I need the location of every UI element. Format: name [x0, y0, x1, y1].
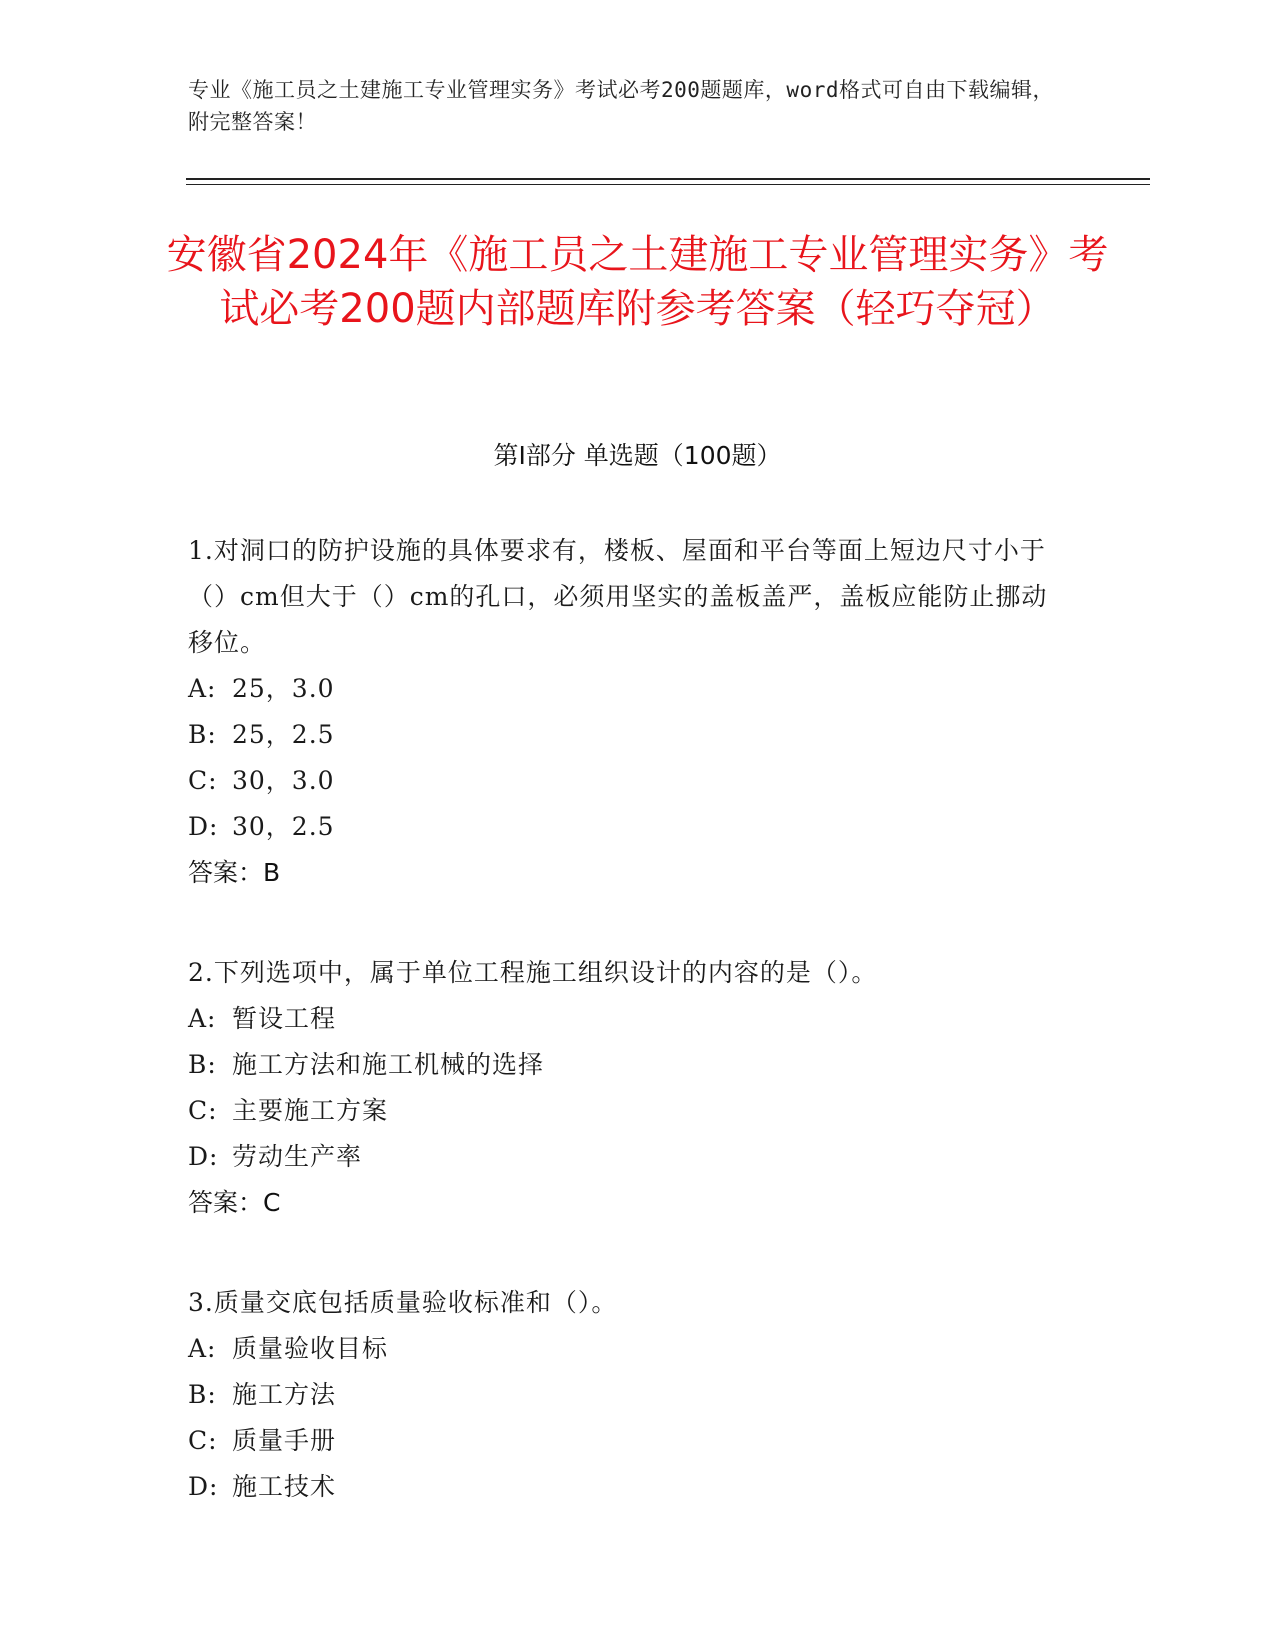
option-a: [188, 996, 1068, 1042]
option-text: 25，3.0: [232, 674, 335, 703]
question-2: [188, 950, 1068, 1226]
question-list: [188, 528, 1068, 1564]
answer-line: 答案：C: [188, 1188, 281, 1217]
option-text: 25，2.5: [232, 720, 335, 749]
option-text: 30，2.5: [232, 812, 335, 841]
option-a: [188, 1326, 1068, 1372]
option-text: 劳动生产率: [232, 1142, 363, 1171]
option-b: [188, 712, 1068, 758]
option-d: [188, 1134, 1068, 1180]
question-stem: 1.对洞口的防护设施的具体要求有，楼板、屋面和平台等面上短边尺寸小于（）cm但大于（）cm的孔口，必须用坚实的盖板盖严，盖板应能防止挪动移位。: [188, 536, 1048, 657]
option-key: C:: [188, 1096, 218, 1125]
question-stem: 2.下列选项中，属于单位工程施工组织设计的内容的是（）。: [188, 958, 878, 987]
header-divider-thick: [186, 178, 1150, 180]
option-key: C:: [188, 1426, 218, 1455]
option-a: [188, 666, 1068, 712]
option-key: D:: [188, 1472, 219, 1501]
header-note: 专业《施工员之土建施工专业管理实务》考试必考200题题库，word格式可自由下载编辑，附完整答案！: [188, 78, 1054, 134]
option-key: A:: [188, 1004, 217, 1033]
option-text: 施工方法: [232, 1380, 337, 1409]
document-title: 安徽省2024年《施工员之土建施工专业管理实务》考试必考200题内部题库附参考答案（轻巧夺冠）: [166, 232, 1109, 332]
option-key: B:: [188, 1050, 217, 1079]
option-key: B:: [188, 1380, 217, 1409]
option-c: [188, 1088, 1068, 1134]
option-text: 质量手册: [232, 1426, 337, 1455]
option-b: [188, 1372, 1068, 1418]
option-text: 施工技术: [232, 1472, 337, 1501]
option-text: 暂设工程: [232, 1004, 337, 1033]
option-c: [188, 758, 1068, 804]
option-key: A:: [188, 1334, 217, 1363]
question-3: [188, 1280, 1068, 1510]
option-text: 质量验收目标: [232, 1334, 389, 1363]
option-text: 主要施工方案: [232, 1096, 389, 1125]
option-text: 30，3.0: [232, 766, 335, 795]
question-1: [188, 528, 1068, 896]
question-stem: 3.质量交底包括质量验收标准和（）。: [188, 1288, 618, 1317]
option-d: [188, 804, 1068, 850]
section-title: 第I部分 单选题（100题）: [493, 441, 782, 470]
answer-line: 答案：B: [188, 858, 281, 887]
option-c: [188, 1418, 1068, 1464]
header-divider-thin: [186, 184, 1150, 185]
option-key: D:: [188, 812, 219, 841]
option-b: [188, 1042, 1068, 1088]
option-key: B:: [188, 720, 217, 749]
option-text: 施工方法和施工机械的选择: [232, 1050, 545, 1079]
option-key: D:: [188, 1142, 219, 1171]
option-d: [188, 1464, 1068, 1510]
option-key: C:: [188, 766, 218, 795]
option-key: A:: [188, 674, 217, 703]
